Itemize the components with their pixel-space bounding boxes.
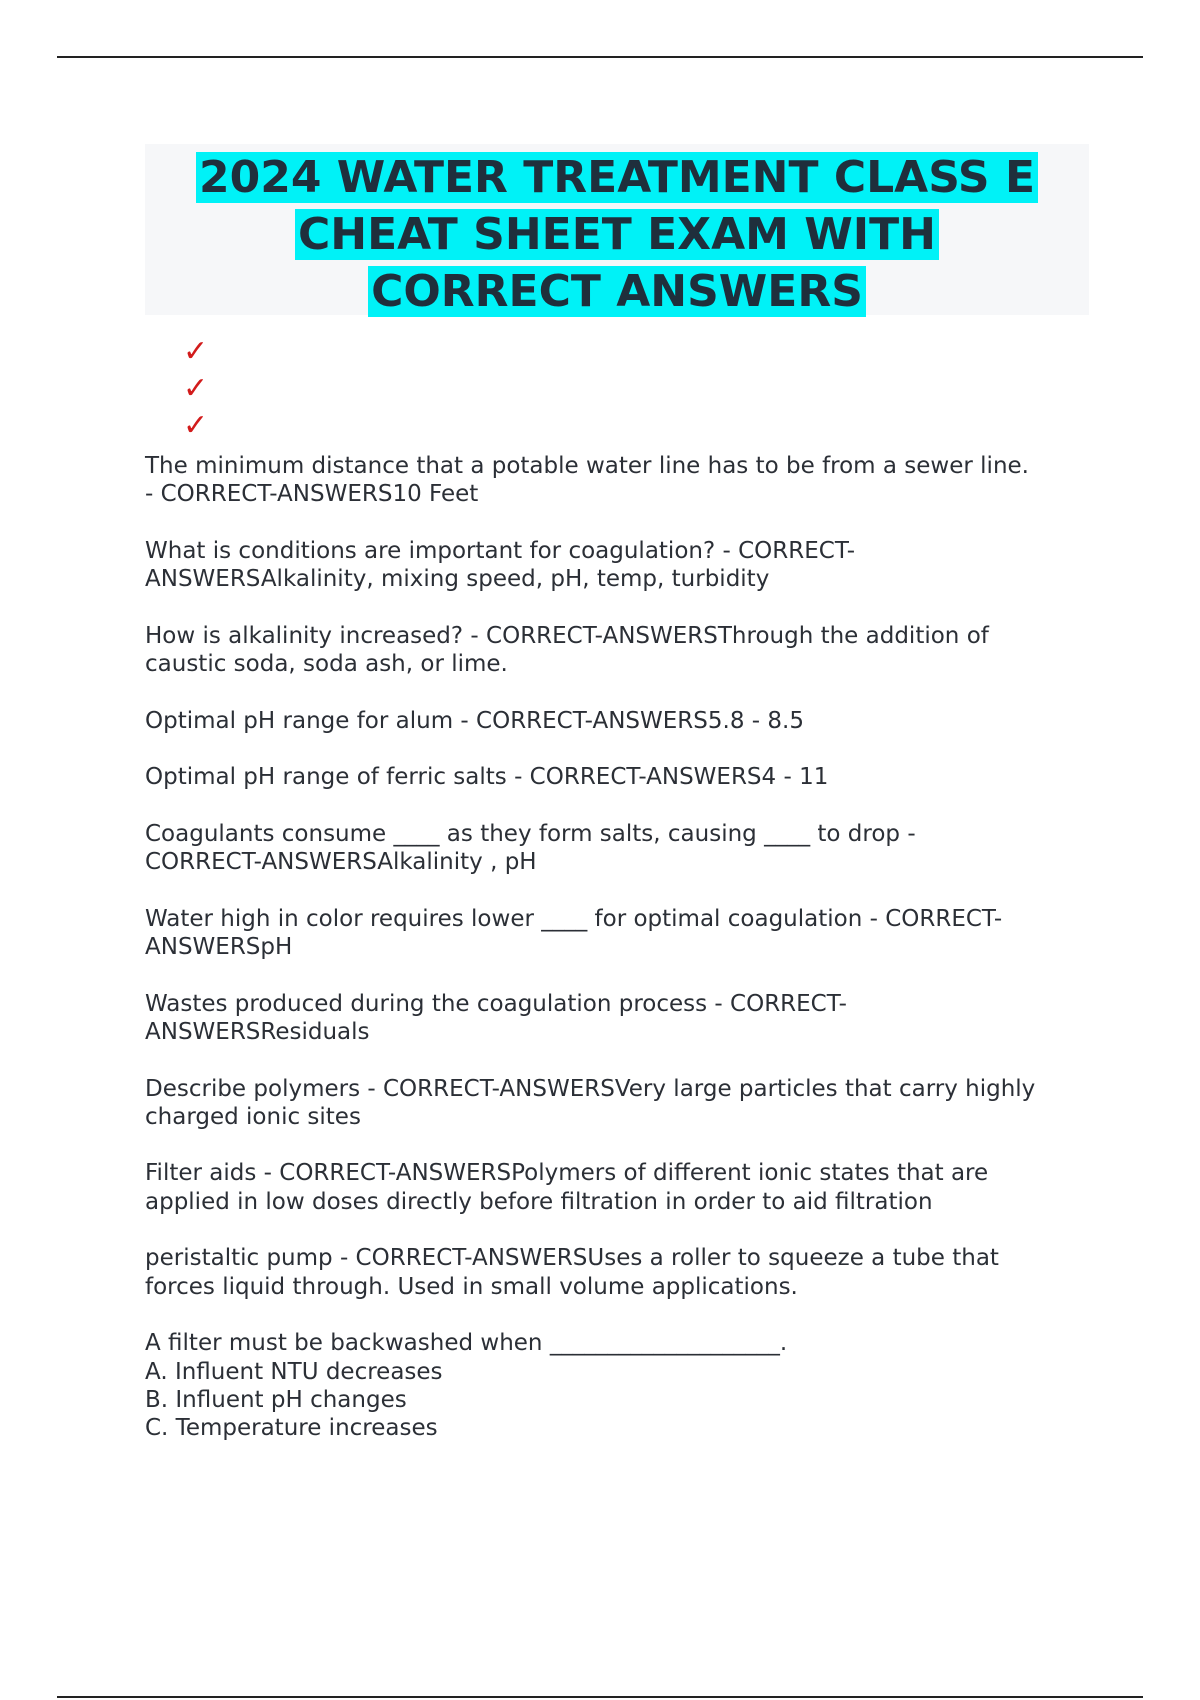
question-stem: A filter must be backwashed when ____________________. — [145, 1330, 788, 1357]
title-line-1: 2024 WATER TREATMENT CLASS E — [196, 152, 1038, 203]
title-line-3: CORRECT ANSWERS — [368, 266, 866, 317]
question-item: Wastes produced during the coagulation process - CORRECT- ANSWERSResiduals — [145, 990, 847, 1045]
document-title — [145, 144, 1089, 320]
question-item: peristaltic pump - CORRECT-ANSWERSUses a roller to squeeze a tube that forces liquid through. Used in small volume applications. — [145, 1245, 999, 1300]
question-list — [145, 452, 1105, 1442]
answer-option: B. Influent pH changes — [145, 1386, 407, 1413]
multiple-choice-question — [145, 1329, 1105, 1442]
checkmark-icon: ✓ — [183, 371, 209, 406]
question-item: Coagulants consume ____ as they form salts, causing ____ to drop - CORRECT-ANSWERSAlkalinity , pH — [145, 820, 916, 876]
footer-rule — [57, 1696, 1143, 1698]
title-line-2: CHEAT SHEET EXAM WITH — [295, 209, 939, 260]
answer-option: C. Temperature increases — [145, 1415, 438, 1442]
checkmark-icon: ✓ — [183, 334, 209, 369]
question-item: Optimal pH range for alum - CORRECT-ANSWERS5.8 - 8.5 — [145, 707, 804, 734]
header-rule — [57, 56, 1143, 58]
checkmark-list — [183, 333, 243, 444]
question-item: The minimum distance that a potable water line has to be from a sewer line. - CORRECT-ANSWERS10 Feet — [145, 453, 1029, 508]
answer-option: A. Influent NTU decreases — [145, 1358, 443, 1385]
question-item: Describe polymers - CORRECT-ANSWERSVery large particles that carry highly charged ionic sites — [145, 1075, 1036, 1130]
question-item: Water high in color requires lower ____ for optimal coagulation - CORRECT- ANSWERSpH — [145, 905, 1003, 961]
title-block — [145, 144, 1089, 315]
question-item: Optimal pH range of ferric salts - CORRECT-ANSWERS4 - 11 — [145, 764, 829, 791]
question-item: Filter aids - CORRECT-ANSWERSPolymers of different ionic states that are applied in low doses directly before filtration in order to aid filtration — [145, 1160, 989, 1215]
checkmark-icon: ✓ — [183, 408, 209, 443]
question-item: What is conditions are important for coagulation? - CORRECT- ANSWERSAlkalinity, mixing speed, pH, temp, turbidity — [145, 537, 856, 593]
question-item: How is alkalinity increased? - CORRECT-ANSWERSThrough the addition of caustic soda, soda ash, or lime. — [145, 622, 989, 678]
